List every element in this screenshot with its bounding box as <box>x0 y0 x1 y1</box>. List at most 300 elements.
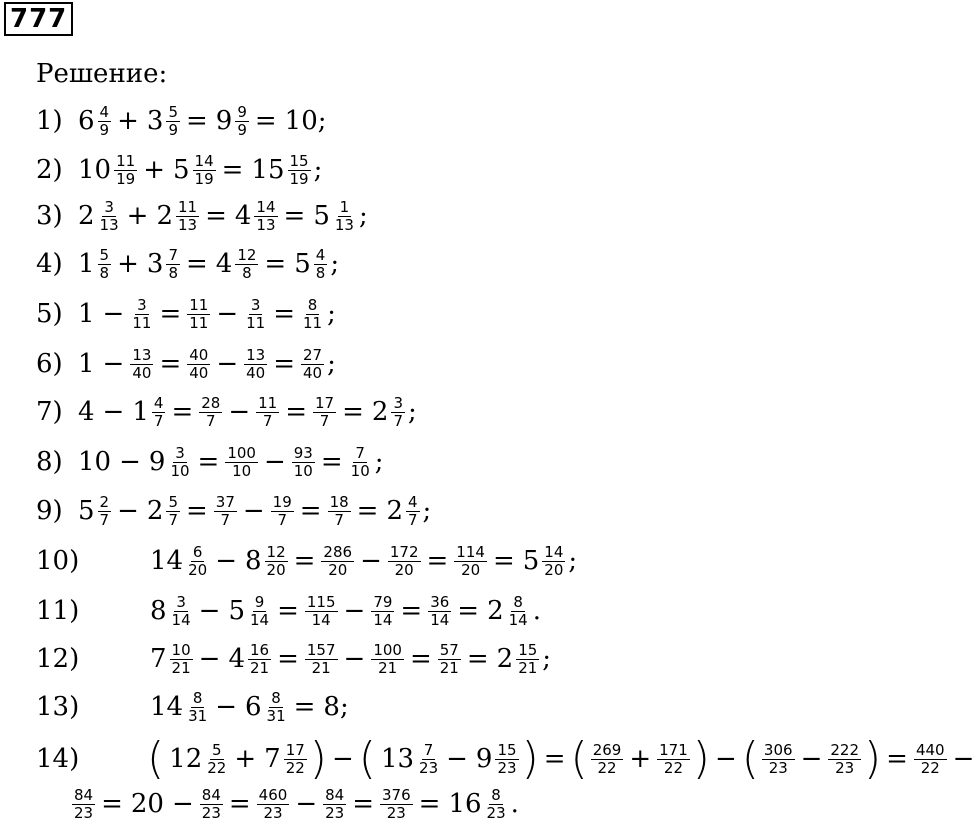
numerator: 14 <box>194 151 214 170</box>
whole-part: 4 <box>215 249 233 279</box>
math-token: − <box>952 744 975 774</box>
fraction <box>176 199 199 234</box>
denominator: 40 <box>246 363 266 382</box>
equation-line <box>36 290 336 338</box>
whole-part: 5 <box>294 249 311 279</box>
fraction <box>417 742 440 777</box>
numerator: 3 <box>176 592 186 611</box>
fraction <box>485 787 508 822</box>
exercise-number: 777 <box>4 2 73 36</box>
line-label: 8) <box>36 447 63 477</box>
denominator: 13 <box>177 215 198 234</box>
numerator: 8 <box>491 785 501 804</box>
whole-part: 2 <box>78 201 95 231</box>
equation-line <box>36 537 577 585</box>
fraction <box>542 544 565 579</box>
math-token: − <box>295 789 318 819</box>
math-token: − <box>263 447 286 477</box>
math-token: = <box>159 299 182 329</box>
line-label: 12) <box>36 644 80 674</box>
numerator: 40 <box>189 345 209 364</box>
numerator: 28 <box>201 393 221 412</box>
numerator: 14 <box>256 197 276 216</box>
math-token: − <box>800 744 823 774</box>
fraction <box>391 395 405 430</box>
denominator: 22 <box>285 758 305 777</box>
math-token: + <box>234 744 257 774</box>
math-token: = <box>185 496 208 526</box>
whole-part: 5 <box>522 546 540 576</box>
numerator: 7 <box>355 443 365 462</box>
fraction <box>301 297 324 332</box>
math-token: − <box>171 789 194 819</box>
fraction <box>235 104 249 139</box>
fraction <box>248 594 271 629</box>
math-token: − <box>446 744 468 774</box>
punctuation: ; <box>542 644 552 674</box>
parenthesis: ( <box>741 733 759 784</box>
numerator: 17 <box>285 740 305 759</box>
numerator: 27 <box>303 345 323 364</box>
fraction <box>428 594 451 629</box>
fraction <box>170 642 193 677</box>
denominator: 14 <box>249 610 270 629</box>
parenthesis: ( <box>570 733 588 784</box>
denominator: 11 <box>303 313 323 332</box>
numerator: 100 <box>373 640 402 659</box>
numerator: 3 <box>104 197 114 216</box>
equation-line <box>36 240 339 288</box>
denominator: 7 <box>408 510 418 529</box>
denominator: 10 <box>232 461 252 480</box>
line-label: 9) <box>36 496 63 526</box>
whole-part: 8 <box>244 546 262 576</box>
numerator: 5 <box>168 102 178 121</box>
line-label: 2) <box>36 155 63 185</box>
equation-line <box>36 192 368 240</box>
line-label: 6) <box>36 349 63 379</box>
math-token: 10; <box>284 106 327 136</box>
fraction <box>314 247 328 282</box>
denominator: 23 <box>419 758 439 777</box>
denominator: 11 <box>132 313 152 332</box>
math-token: + <box>629 744 652 774</box>
whole-part: 16 <box>448 789 482 819</box>
numerator: 7 <box>423 740 434 759</box>
equation-line <box>36 97 331 145</box>
numerator: 8 <box>513 592 523 611</box>
whole-part: 4 <box>228 644 245 674</box>
fraction <box>200 787 223 822</box>
line-label: 11) <box>36 596 80 626</box>
fraction <box>265 690 288 725</box>
numerator: 11 <box>177 197 198 216</box>
math-token: = <box>418 789 441 819</box>
math-token: = <box>409 644 432 674</box>
fraction <box>98 494 112 529</box>
solution-heading: Решение: <box>36 59 168 89</box>
whole-part: 9 <box>148 447 166 477</box>
math-token: − <box>714 744 737 774</box>
math-token: = <box>254 106 277 136</box>
denominator: 7 <box>153 411 164 430</box>
numerator: 84 <box>325 785 345 804</box>
fraction <box>199 395 222 430</box>
fraction <box>265 544 288 579</box>
numerator: 6 <box>192 542 203 561</box>
numerator: 172 <box>389 542 419 561</box>
line-label: 3) <box>36 201 63 231</box>
punctuation: ; <box>330 249 340 279</box>
numerator: 3 <box>250 295 261 314</box>
fraction <box>406 494 420 529</box>
numerator: 5 <box>212 740 222 759</box>
math-token: − <box>102 299 125 329</box>
fraction <box>214 494 237 529</box>
denominator: 40 <box>132 363 152 382</box>
numerator: 84 <box>74 785 94 804</box>
math-token: = <box>293 692 316 722</box>
denominator: 19 <box>289 169 309 188</box>
fraction <box>762 742 795 777</box>
denominator: 7 <box>99 510 110 529</box>
denominator: 14 <box>508 610 528 629</box>
numerator: 2 <box>99 492 110 511</box>
math-token: − <box>102 397 125 427</box>
denominator: 14 <box>373 610 393 629</box>
numerator: 460 <box>258 785 288 804</box>
fraction <box>288 153 311 188</box>
math-token: 4 <box>78 397 95 427</box>
whole-part: 12 <box>169 744 203 774</box>
denominator: 22 <box>597 758 617 777</box>
whole-part: 1 <box>78 249 95 279</box>
math-token: − <box>360 546 382 576</box>
numerator: 3 <box>393 393 403 412</box>
math-token: − <box>215 546 237 576</box>
whole-part: 5 <box>172 155 190 185</box>
denominator: 9 <box>237 120 247 139</box>
fraction <box>170 594 193 629</box>
denominator: 20 <box>188 560 208 579</box>
equation-line <box>36 735 978 783</box>
whole-part: 14 <box>150 692 184 722</box>
numerator: 79 <box>373 592 393 611</box>
math-token: = <box>273 349 296 379</box>
math-token: = <box>293 546 316 576</box>
math-token: − <box>215 692 237 722</box>
punctuation: . <box>532 596 541 626</box>
parenthesis: ) <box>309 733 327 784</box>
math-token: = <box>320 447 343 477</box>
numerator: 8 <box>192 688 203 707</box>
denominator: 23 <box>325 803 345 822</box>
math-token: = <box>285 397 308 427</box>
whole-part: 13 <box>380 744 415 774</box>
line-label: 4) <box>36 249 63 279</box>
denominator: 10 <box>170 461 190 480</box>
numerator: 306 <box>763 740 793 759</box>
fraction <box>244 297 267 332</box>
fraction <box>284 742 307 777</box>
denominator: 21 <box>171 658 191 677</box>
numerator: 269 <box>592 740 622 759</box>
whole-part: 9 <box>215 106 233 136</box>
fraction <box>914 742 947 777</box>
fraction <box>828 742 861 777</box>
denominator: 13 <box>99 215 119 234</box>
denominator: 8 <box>315 263 326 282</box>
math-token: − <box>242 496 265 526</box>
fraction <box>305 594 338 629</box>
numerator: 3 <box>137 295 147 314</box>
math-token: 20 <box>130 789 164 819</box>
math-token: = <box>171 397 194 427</box>
fraction <box>98 104 112 139</box>
denominator: 23 <box>768 758 788 777</box>
fraction <box>388 544 421 579</box>
fraction <box>301 347 324 382</box>
math-token: = <box>352 789 374 819</box>
numerator: 4 <box>153 393 164 412</box>
math-token: = <box>221 155 244 185</box>
whole-part: 3 <box>146 106 164 136</box>
punctuation: ; <box>408 397 417 427</box>
denominator: 21 <box>378 658 398 677</box>
punctuation: ; <box>327 349 336 379</box>
fraction <box>591 742 624 777</box>
line-label: 1) <box>36 106 63 136</box>
fraction <box>205 742 228 777</box>
whole-part: 5 <box>313 201 330 231</box>
numerator: 15 <box>289 151 309 170</box>
math-token: − <box>216 299 239 329</box>
denominator: 22 <box>207 758 227 777</box>
math-token: − <box>198 644 221 674</box>
fraction <box>454 544 487 579</box>
fraction <box>166 494 180 529</box>
denominator: 7 <box>168 510 178 529</box>
whole-part: 1 <box>132 397 149 427</box>
numerator: 57 <box>439 640 459 659</box>
denominator: 20 <box>394 560 414 579</box>
fraction <box>256 395 279 430</box>
denominator: 21 <box>518 658 538 677</box>
numerator: 5 <box>99 245 110 264</box>
fraction <box>305 642 338 677</box>
fraction <box>657 742 690 777</box>
whole-part: 14 <box>150 546 184 576</box>
fraction <box>313 395 336 430</box>
denominator: 9 <box>99 120 110 139</box>
numerator: 114 <box>456 542 485 561</box>
denominator: 22 <box>920 758 940 777</box>
denominator: 40 <box>189 363 209 382</box>
numerator: 4 <box>315 245 326 264</box>
fraction <box>271 494 294 529</box>
denominator: 13 <box>256 215 276 234</box>
line-label: 13) <box>36 692 80 722</box>
numerator: 5 <box>168 492 178 511</box>
line-label: 14) <box>36 744 80 774</box>
math-token: = <box>342 397 364 427</box>
fraction <box>193 153 216 188</box>
math-token: − <box>331 744 354 774</box>
math-token: = <box>400 596 423 626</box>
parenthesis: ) <box>521 733 539 784</box>
fraction <box>166 104 180 139</box>
math-token: 8; <box>323 692 349 722</box>
numerator: 18 <box>329 492 349 511</box>
denominator: 23 <box>497 758 517 777</box>
punctuation: ; <box>422 496 432 526</box>
fraction <box>187 297 210 332</box>
fraction <box>244 347 267 382</box>
whole-part: 3 <box>146 249 164 279</box>
math-token: = <box>159 349 182 379</box>
math-token: − <box>117 496 139 526</box>
denominator: 11 <box>189 313 209 332</box>
punctuation: ; <box>313 155 323 185</box>
numerator: 15 <box>518 640 538 659</box>
denominator: 14 <box>311 610 331 629</box>
numerator: 222 <box>830 740 859 759</box>
numerator: 286 <box>323 542 353 561</box>
equation-line <box>36 635 551 683</box>
whole-part: 2 <box>146 496 164 526</box>
numerator: 37 <box>215 492 235 511</box>
fraction <box>380 787 413 822</box>
denominator: 7 <box>393 411 403 430</box>
whole-part: 10 <box>78 155 112 185</box>
numerator: 100 <box>227 443 256 462</box>
line-label: 10) <box>36 546 80 576</box>
denominator: 10 <box>350 461 370 480</box>
whole-part: 2 <box>156 201 173 231</box>
whole-part: 5 <box>228 596 245 626</box>
denominator: 23 <box>201 803 221 822</box>
equation-line <box>36 683 353 731</box>
math-token: = <box>228 789 251 819</box>
math-token: = <box>273 299 296 329</box>
whole-part: 6 <box>244 692 262 722</box>
denominator: 21 <box>311 658 331 677</box>
equation-line <box>36 587 541 635</box>
denominator: 23 <box>486 803 506 822</box>
math-token: = <box>426 546 449 576</box>
denominator: 40 <box>303 363 323 382</box>
fraction <box>328 494 351 529</box>
numerator: 11 <box>116 151 136 170</box>
equation-line <box>36 487 431 535</box>
whole-part: 2 <box>487 596 504 626</box>
denominator: 8 <box>99 263 110 282</box>
punctuation: . <box>510 789 519 819</box>
punctuation: ; <box>374 447 384 477</box>
denominator: 8 <box>242 263 252 282</box>
numerator: 16 <box>249 640 270 659</box>
math-token: − <box>216 349 239 379</box>
math-token: − <box>102 349 125 379</box>
parenthesis: ( <box>147 733 165 784</box>
math-token: = <box>543 744 566 774</box>
whole-part: 2 <box>386 496 403 526</box>
numerator: 7 <box>168 245 178 264</box>
fraction <box>186 544 209 579</box>
numerator: 376 <box>382 785 411 804</box>
math-token: = <box>492 546 515 576</box>
fraction <box>186 690 209 725</box>
math-token: − <box>198 596 221 626</box>
numerator: 10 <box>171 640 191 659</box>
fraction <box>130 347 153 382</box>
fraction <box>495 742 518 777</box>
numerator: 84 <box>201 785 221 804</box>
fraction <box>168 445 191 480</box>
denominator: 13 <box>334 215 354 234</box>
whole-part: 5 <box>78 496 95 526</box>
punctuation: ; <box>568 546 578 576</box>
denominator: 20 <box>328 560 348 579</box>
parenthesis: ) <box>864 733 882 784</box>
fraction <box>152 395 166 430</box>
whole-part: 7 <box>264 744 281 774</box>
denominator: 23 <box>263 803 283 822</box>
math-token: = <box>185 249 208 279</box>
denominator: 23 <box>386 803 406 822</box>
numerator: 12 <box>237 245 257 264</box>
denominator: 9 <box>168 120 178 139</box>
punctuation: ; <box>358 201 368 231</box>
math-token: + <box>117 106 139 136</box>
math-token: = <box>283 201 306 231</box>
math-token: + <box>126 201 149 231</box>
numerator: 19 <box>272 492 292 511</box>
whole-part: 8 <box>150 596 167 626</box>
math-token: = <box>197 447 220 477</box>
denominator: 7 <box>262 411 273 430</box>
equation-line <box>70 780 519 828</box>
numerator: 157 <box>306 640 336 659</box>
numerator: 14 <box>544 542 564 561</box>
denominator: 7 <box>334 510 344 529</box>
denominator: 7 <box>319 411 330 430</box>
math-token: + <box>143 155 165 185</box>
math-token: − <box>343 596 366 626</box>
math-token: = <box>264 249 287 279</box>
denominator: 21 <box>249 658 270 677</box>
denominator: 20 <box>461 560 481 579</box>
math-token: = <box>277 644 299 674</box>
denominator: 23 <box>835 758 855 777</box>
numerator: 11 <box>189 295 209 314</box>
numerator: 15 <box>497 740 517 759</box>
whole-part: 4 <box>234 201 252 231</box>
numerator: 13 <box>246 345 266 364</box>
numerator: 36 <box>430 592 450 611</box>
fraction <box>333 199 356 234</box>
numerator: 17 <box>315 393 335 412</box>
math-token: = <box>277 596 299 626</box>
whole-part: 7 <box>150 644 167 674</box>
fraction <box>235 247 258 282</box>
math-token: 10 <box>78 447 112 477</box>
denominator: 21 <box>439 658 459 677</box>
fraction <box>98 247 112 282</box>
denominator: 31 <box>188 706 208 725</box>
fraction <box>438 642 461 677</box>
whole-part: 6 <box>78 106 95 136</box>
